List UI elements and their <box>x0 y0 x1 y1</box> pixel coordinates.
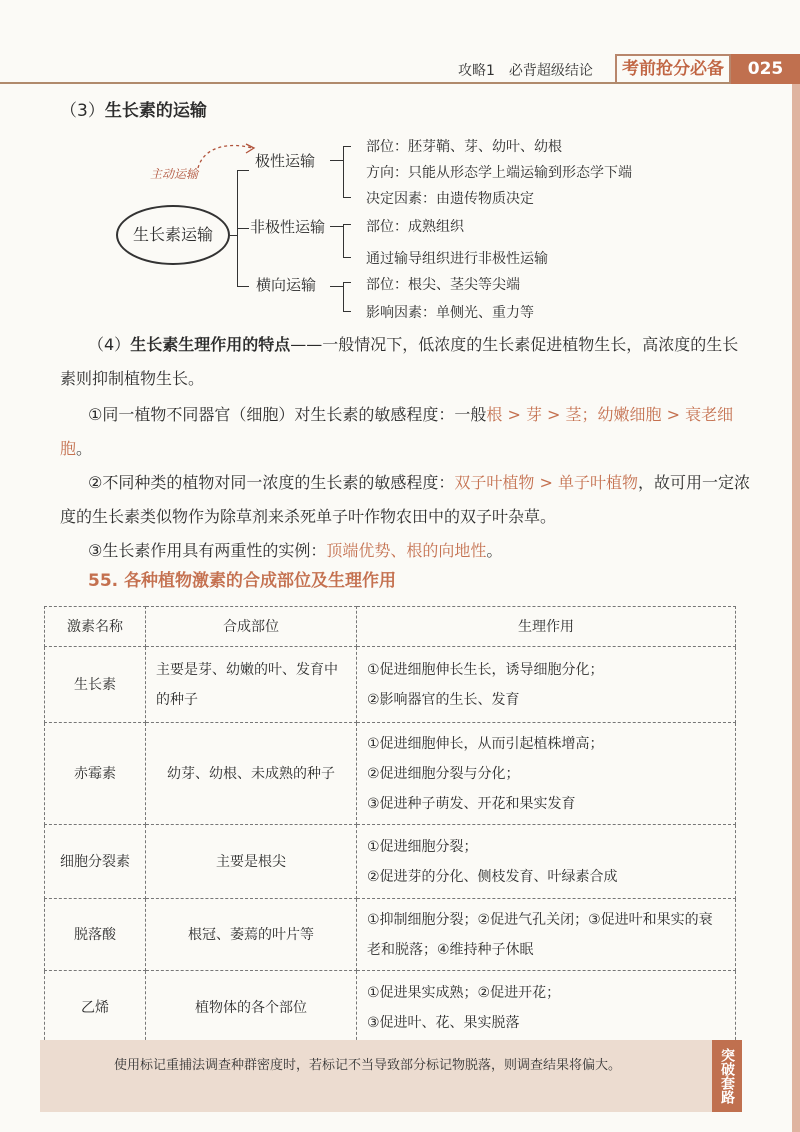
section-3-title: 生长素的运输 <box>104 101 207 121</box>
hormone-name: 细胞分裂素 <box>45 825 146 899</box>
polar-item-2: 方向：只能从形态学上端运输到形态学下端 <box>366 165 632 181</box>
lateral-item-1: 部位：根尖、茎尖等尖端 <box>366 277 520 293</box>
effect-line: ①促进细胞分裂； <box>367 838 478 855</box>
annotation-arrow <box>190 138 260 174</box>
side-strip <box>792 84 800 1132</box>
table-row <box>45 647 736 723</box>
table-row <box>45 825 736 899</box>
point-1-highlight: 根 > 芽 > 茎；幼嫩细胞 > 衰老细胞 <box>60 405 734 458</box>
running-header <box>458 60 593 80</box>
nonpolar-item-2: 通过输导组织进行非极性运输 <box>366 251 548 267</box>
col-header-name: 激素名称 <box>45 607 146 647</box>
section-4-text: ——一般情况下，低浓度的生长素促进植物生长，高浓度的生长素则抑制植物生长。 <box>60 335 739 388</box>
lateral-item-2: 影响因素：单侧光、重力等 <box>366 305 534 321</box>
table-row <box>45 723 736 825</box>
point-2-end: ，故可用一定浓度的生长素类似物作为除草剂来杀死单子叶作物农田中的双子叶杂草。 <box>60 473 750 526</box>
polar-item-3: 决定因素：由遗传物质决定 <box>366 191 534 207</box>
hormone-site: 主要是根尖 <box>146 825 357 899</box>
hormone-name: 乙烯 <box>45 971 146 1045</box>
hormone-name: 赤霉素 <box>45 723 146 825</box>
branch-polar: 极性运输 <box>255 152 316 170</box>
guide-label: 攻略1 <box>458 63 495 79</box>
table-row <box>45 971 736 1045</box>
col-header-effect: 生理作用 <box>357 607 736 647</box>
table-header-row <box>45 607 736 647</box>
point-2-text: ②不同种类的植物对同一浓度的生长素的敏感程度： <box>88 473 455 492</box>
section-3-heading <box>60 96 207 121</box>
tip-text: 使用标记重捕法调查种群密度时，若标记不当导致部分标记物脱落，则调查结果将偏大。 <box>114 1058 622 1073</box>
effect-line: ②促进细胞分裂与分化； <box>367 765 520 782</box>
hormone-effects <box>357 647 736 723</box>
section-55-title: 55. 各种植物激素的合成部位及生理作用 <box>88 571 397 591</box>
effect-line: ③促进种子萌发、开花和果实发育 <box>367 795 576 812</box>
point-2-highlight: 双子叶植物 > 单子叶植物 <box>454 473 638 492</box>
effect-line: ②促进芽的分化、侧枝发育、叶绿素合成 <box>367 868 618 885</box>
effect-line: ②影响器官的生长、发育 <box>367 691 520 708</box>
page-number: 025 <box>731 54 800 84</box>
effect-line: ③促进叶、花、果实脱落 <box>367 1014 520 1031</box>
hormone-effects <box>357 971 736 1045</box>
section-4-intro <box>60 328 750 396</box>
hormone-effects <box>357 825 736 899</box>
header-rule <box>0 82 730 84</box>
section-4-title: 生长素生理作用的特点 <box>130 335 291 354</box>
tip-box <box>40 1040 712 1112</box>
table-row <box>45 899 736 971</box>
annotation-handwritten: 主动运输 <box>150 167 199 181</box>
hormone-site: 主要是芽、幼嫩的叶、发育中的种子 <box>146 647 357 723</box>
hormone-site: 根冠、萎蔫的叶片等 <box>146 899 357 971</box>
section-4-label: （4） <box>88 335 131 354</box>
branch-nonpolar: 非极性运输 <box>250 218 326 236</box>
polar-item-1: 部位：胚芽鞘、芽、幼叶、幼根 <box>366 139 562 155</box>
branch-lateral: 横向运输 <box>256 276 317 294</box>
section-tag: 考前抢分必备 <box>615 54 731 84</box>
nonpolar-item-1: 部位：成熟组织 <box>366 219 464 235</box>
point-1-text: ①同一植物不同器官（细胞）对生长素的敏感程度：一般 <box>88 405 487 424</box>
point-3-text: ③生长素作用具有两重性的实例： <box>88 541 327 560</box>
effect-line: ①促进细胞伸长生长，诱导细胞分化； <box>367 661 604 678</box>
hormone-table <box>44 606 736 1045</box>
point-3 <box>60 534 750 568</box>
point-2 <box>60 466 750 534</box>
point-1-end: 。 <box>76 439 93 458</box>
hormone-effects <box>357 723 736 825</box>
point-3-highlight: 顶端优势、根的向地性 <box>326 541 487 560</box>
center-node: 生长素运输 <box>116 205 230 265</box>
effect-line: ①抑制细胞分裂；②促进气孔关闭；③促进叶和果实的衰老和脱落；④维持种子休眠 <box>367 911 713 958</box>
guide-subtitle: 必背超级结论 <box>508 63 593 79</box>
point-3-end: 。 <box>486 541 503 560</box>
hormone-name: 脱落酸 <box>45 899 146 971</box>
hormone-effects <box>357 899 736 971</box>
effect-line: ①促进细胞伸长，从而引起植株增高； <box>367 735 604 752</box>
hormone-site: 植物体的各个部位 <box>146 971 357 1045</box>
tip-tab: 突破套路 <box>712 1040 742 1112</box>
section-3-label: （3） <box>60 101 105 121</box>
hormone-name: 生长素 <box>45 647 146 723</box>
hormone-site: 幼芽、幼根、未成熟的种子 <box>146 723 357 825</box>
point-1 <box>60 398 750 466</box>
effect-line: ①促进果实成熟；②促进开花； <box>367 984 561 1001</box>
col-header-site: 合成部位 <box>146 607 357 647</box>
